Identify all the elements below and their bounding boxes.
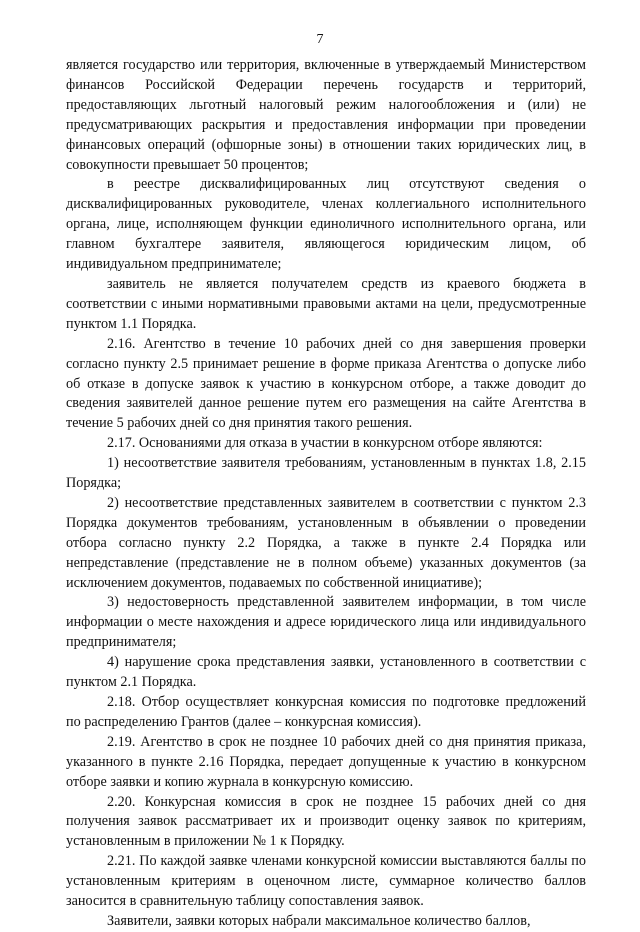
- paragraph: 2) несоответствие представленных заявителем в соответствии с пунктом 2.3 Порядка документов требованиям, установленным в объявлении о проведении отбора согласно пункту 2.2 Порядка, а также в пункте 2.4 Порядка или непредставление (представление не в полном объеме) указанных документов (за исключением документов, подаваемых по собственной инициативе);: [66, 494, 586, 591]
- paragraph: 3) недостоверность представленной заявителем информации, в том числе информации о месте нахождения и адресе юридического лица или индивидуального предпринимателя;: [66, 594, 586, 651]
- paragraph: Заявители, заявки которых набрали максимальное количество баллов,: [107, 912, 531, 929]
- document-body: [66, 56, 586, 932]
- paragraph: 2.20. Конкурсная комиссия в срок не позднее 15 рабочих дней со дня получения заявок рассматривает их и производит оценку заявок по критериям, установленным в приложении № 1 к Порядку.: [66, 793, 586, 850]
- paragraph: 1) несоответствие заявителя требованиям, установленным в пунктах 1.8, 2.15 Порядка;: [66, 455, 586, 492]
- paragraph: в реестре дисквалифицированных лиц отсутствуют сведения о дисквалифицированных руководителе, членах коллегиального исполнительного органа, лице, исполняющем функции единоличного исполнительного органа, или главном бухгалтере заявителя, являющегося юридическим лицом, об индивидуальном предпринимателе;: [66, 176, 586, 273]
- paragraph: 2.19. Агентство в срок не позднее 10 рабочих дней со дня принятия приказа, указанного в пункте 2.16 Порядка, передает допущенные к участию в конкурсном отборе заявки и копию журнала в конкурсную комиссию.: [66, 733, 586, 790]
- paragraph: является государство или территория, включенные в утверждаемый Министерством финансов Российской Федерации перечень государств и территорий, предоставляющих льготный налоговый режим налогообложения и (или) не предусматривающих раскрытия и предоставления информации при проведении финансовых операций (офшорные зоны) в отношении таких юридических лиц, в совокупности превышает 50 процентов;: [66, 57, 586, 173]
- paragraph: 2.17. Основаниями для отказа в участии в конкурсном отборе являются:: [107, 435, 543, 452]
- paragraph: 2.21. По каждой заявке членами конкурсной комиссии выставляются баллы по установленным критериям в оценочном листе, суммарное количество баллов заносится в сравнительную таблицу сопоставления заявок.: [66, 853, 586, 910]
- page-number: 7: [316, 32, 324, 47]
- paragraph: 2.16. Агентство в течение 10 рабочих дней со дня завершения проверки согласно пункту 2.5 принимает решение в форме приказа Агентства о допуске либо об отказе в допуске заявок к участию в конкурсном отборе, а также доводит до сведения заявителей данное решение путем его размещения на сайте Агентства в течение 5 рабочих дней со дня принятия такого решения.: [66, 335, 586, 432]
- paragraph: 2.18. Отбор осуществляет конкурсная комиссия по подготовке предложений по распределению Грантов (далее – конкурсная комиссия).: [66, 694, 586, 730]
- paragraph: заявитель не является получателем средств из краевого бюджета в соответствии с иными нормативными правовыми актами на цели, предусмотренные пунктом 1.1 Порядка.: [66, 275, 586, 332]
- paragraph: 4) нарушение срока представления заявки, установленного в соответствии с пунктом 2.1 Порядка.: [66, 654, 586, 691]
